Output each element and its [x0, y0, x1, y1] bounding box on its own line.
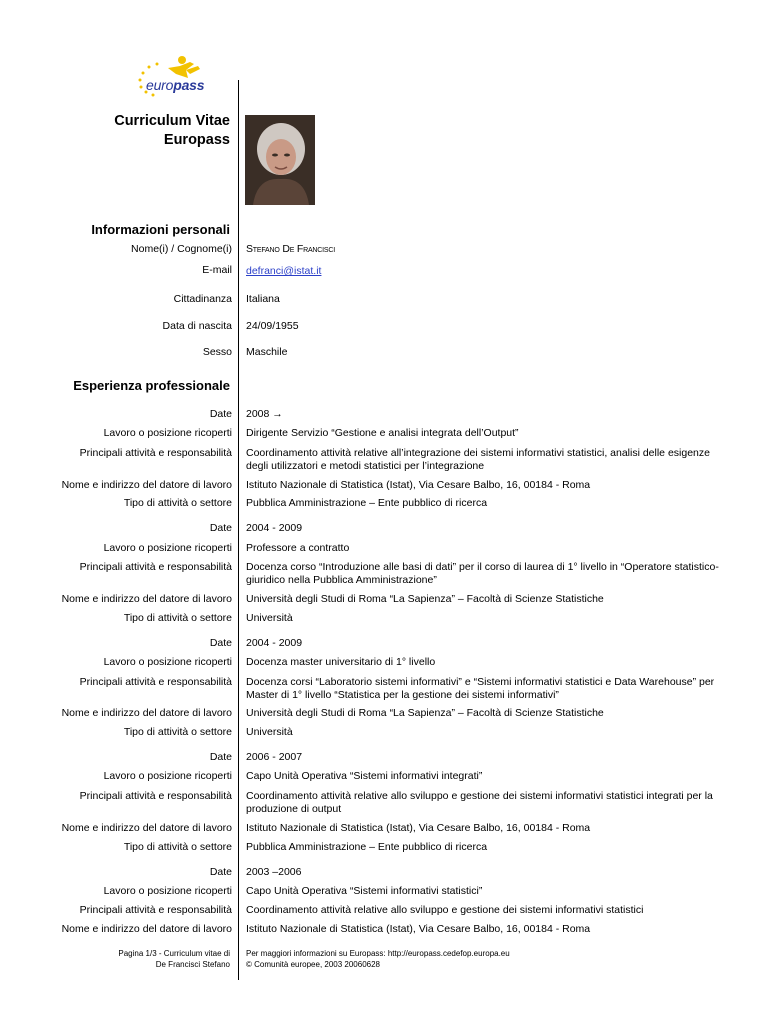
sector-label: Tipo di attività o settore — [123, 726, 232, 738]
date-label: Date — [209, 866, 232, 878]
citizenship-value: Italiana — [246, 293, 280, 305]
footer-info-line-1: Per maggiori informazioni su Europass: http://europass.cedefop.europa.eu — [246, 949, 510, 958]
name-value: Stefano De Francisci — [246, 243, 335, 255]
entry-sector: Università — [246, 612, 293, 624]
role-label: Lavoro o posizione ricoperti — [103, 770, 232, 782]
entry-duties: Docenza corso “Introduzione alle basi di dati” per il corso di laurea di 1° livello in “Operatore statistico-giuridico nella Pubblica Amministrazione” — [246, 561, 719, 586]
employer-label: Nome e indirizzo del datore di lavoro — [61, 479, 232, 491]
title-line-1: Curriculum Vitae — [114, 113, 230, 129]
entry-employer: Università degli Studi di Roma “La Sapienza” – Facoltà di Scienze Statistiche — [246, 593, 604, 605]
entry-role: Professore a contratto — [246, 542, 350, 554]
gender-label: Sesso — [202, 346, 232, 358]
experience-heading: Esperienza professionale — [73, 378, 230, 393]
employer-label: Nome e indirizzo del datore di lavoro — [61, 923, 232, 935]
entry-duties: Coordinamento attività relative allo sviluppo e gestione dei sistemi informativi statistici integrati per la produzione di output — [246, 790, 713, 815]
entry-date: 2004 - 2009 — [246, 522, 303, 534]
entry-role: Capo Unità Operativa “Sistemi informativi statistici” — [246, 885, 483, 897]
citizenship-label: Cittadinanza — [173, 293, 232, 305]
footer-info-line-2: © Comunità europee, 2003 20060628 — [246, 960, 380, 969]
date-label: Date — [209, 751, 232, 763]
entry-duties: Coordinamento attività relative all’integrazione dei sistemi informativi statistici, analisi delle esigenze degli utilizzatori e metodi statistici per l’integrazione — [246, 447, 710, 472]
date-label: Date — [209, 408, 232, 420]
entry-role: Dirigente Servizio “Gestione e analisi integrata dell’Output” — [246, 427, 519, 439]
employer-label: Nome e indirizzo del datore di lavoro — [61, 593, 232, 605]
sector-label: Tipo di attività o settore — [123, 497, 232, 509]
document-title — [114, 112, 230, 150]
entry-role: Capo Unità Operativa “Sistemi informativi integrati” — [246, 770, 483, 782]
sector-label: Tipo di attività o settore — [123, 841, 232, 853]
role-label: Lavoro o posizione ricoperti — [103, 885, 232, 897]
role-label: Lavoro o posizione ricoperti — [103, 656, 232, 668]
employer-label: Nome e indirizzo del datore di lavoro — [61, 707, 232, 719]
entry-date: 2006 - 2007 — [246, 751, 303, 763]
entry-duties: Docenza corsi “Laboratorio sistemi informativi” e “Sistemi informativi statistici e Data Warehouse” per Master di 1° livello “Statistica per la gestione dei sistemi informativi” — [246, 676, 715, 701]
entry-date: 2008 → — [246, 408, 283, 420]
entry-sector: Pubblica Amministrazione – Ente pubblico di ricerca — [246, 841, 488, 853]
name-label: Nome(i) / Cognome(i) — [131, 243, 232, 255]
email-value — [246, 265, 726, 278]
entry-date: 2003 –2006 — [246, 866, 302, 878]
gender-value: Maschile — [246, 346, 288, 358]
date-label: Date — [209, 522, 232, 534]
europass-wordmark: europass — [146, 77, 205, 93]
footer-page-line-2: De Francisci Stefano — [155, 960, 230, 969]
entry-role: Docenza master universitario di 1° livello — [246, 656, 436, 668]
duties-label: Principali attività e responsabilità — [79, 676, 232, 688]
entry-date: 2004 - 2009 — [246, 637, 303, 649]
entry-sector: Pubblica Amministrazione – Ente pubblico di ricerca — [246, 497, 488, 509]
birthdate-label: Data di nascita — [162, 320, 232, 332]
date-label: Date — [209, 637, 232, 649]
entry-duties: Coordinamento attività relative allo sviluppo e gestione dei sistemi informativi statistici — [246, 904, 644, 916]
role-label: Lavoro o posizione ricoperti — [103, 542, 232, 554]
entry-employer: Istituto Nazionale di Statistica (Istat), Via Cesare Balbo, 16, 00184 - Roma — [246, 822, 591, 834]
entry-employer: Istituto Nazionale di Statistica (Istat), Via Cesare Balbo, 16, 00184 - Roma — [246, 923, 591, 935]
duties-label: Principali attività e responsabilità — [79, 790, 232, 802]
entry-employer: Università degli Studi di Roma “La Sapienza” – Facoltà di Scienze Statistiche — [246, 707, 604, 719]
title-line-2: Europass — [163, 132, 230, 148]
footer-page-line-1: Pagina 1/3 - Curriculum vitae di — [118, 949, 230, 958]
profile-photo — [245, 115, 315, 205]
duties-label: Principali attività e responsabilità — [79, 447, 232, 459]
footer-europass-info — [246, 948, 510, 970]
duties-label: Principali attività e responsabilità — [79, 561, 232, 573]
duties-label: Principali attività e responsabilità — [79, 904, 232, 916]
personal-info-heading: Informazioni personali — [91, 222, 230, 237]
employer-label: Nome e indirizzo del datore di lavoro — [61, 822, 232, 834]
vertical-divider — [238, 80, 239, 980]
footer-page-info — [118, 948, 230, 970]
birthdate-value: 24/09/1955 — [246, 320, 299, 332]
email-link[interactable]: defranci@istat.it — [246, 265, 322, 277]
email-label: E-mail — [202, 264, 232, 276]
entry-sector: Università — [246, 726, 293, 738]
role-label: Lavoro o posizione ricoperti — [103, 427, 232, 439]
entry-employer: Istituto Nazionale di Statistica (Istat), Via Cesare Balbo, 16, 00184 - Roma — [246, 479, 591, 491]
sector-label: Tipo di attività o settore — [123, 612, 232, 624]
